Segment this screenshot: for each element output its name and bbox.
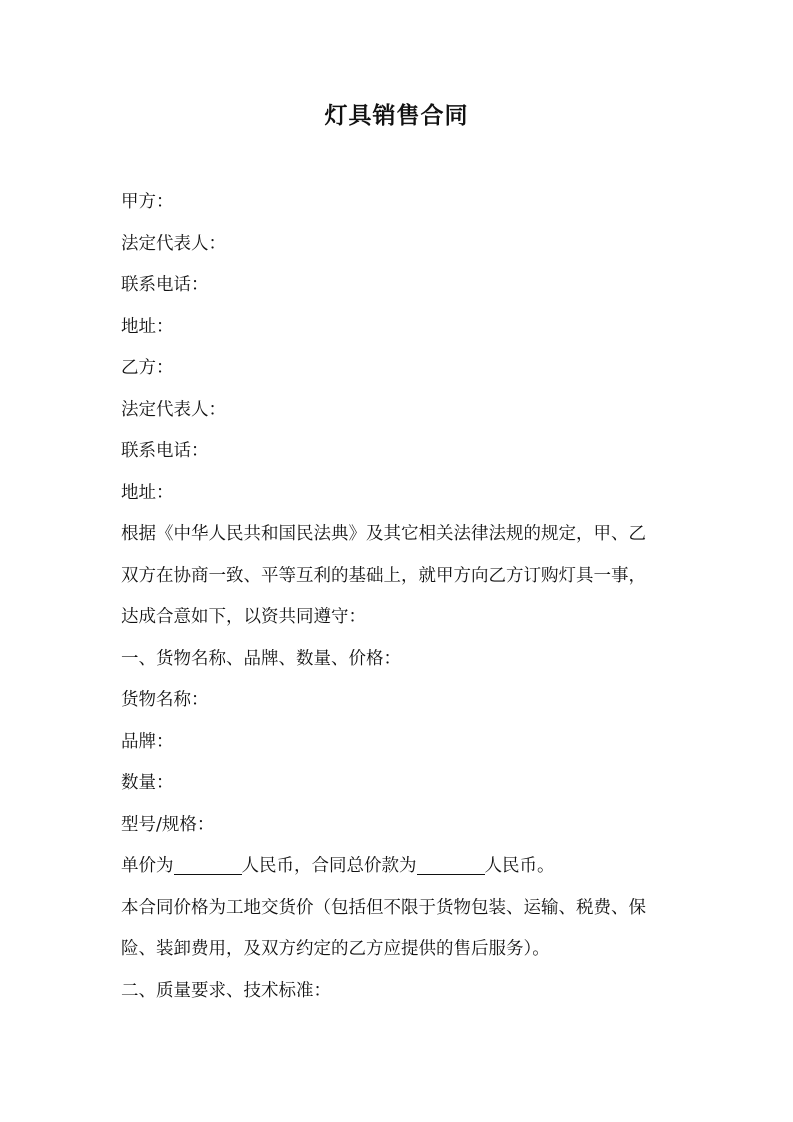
party-b-address-label: 地址： — [121, 482, 174, 503]
party-b-phone-label: 联系电话： — [121, 441, 209, 461]
total-price-blank[interactable] — [417, 850, 485, 875]
quantity-label: 数量： — [121, 773, 174, 793]
section-1-heading: 一、货物名称、品牌、数量、价格： — [121, 648, 401, 669]
brand-label: 品牌： — [121, 731, 174, 752]
price-line — [121, 846, 681, 888]
preamble-line-1: 根据《中华人民共和国民法典》及其它相关法律法规的规定，甲、乙 — [121, 524, 646, 544]
party-b-rep-label: 法定代表人： — [121, 399, 226, 420]
goods-name-label: 货物名称： — [121, 690, 209, 710]
party-a-rep-label: 法定代表人： — [121, 233, 226, 254]
price-terms-line-1: 本合同价格为工地交货价（包括但不限于货物包装、运输、税费、保 — [121, 897, 646, 918]
price-currency-total-label: 人民币，合同总价款为 — [241, 856, 417, 876]
unit-price-label: 单价为 — [121, 856, 174, 876]
price-currency-end: 人民币。 — [484, 856, 555, 876]
model-label: 型号/规格： — [121, 814, 215, 835]
document-body — [121, 182, 681, 1012]
preamble-line-2: 双方在协商一致、平等互利的基础上，就甲方向乙方订购灯具一事， — [121, 565, 646, 586]
party-a-address-label: 地址： — [121, 316, 174, 337]
price-terms-line-2: 险、装卸费用，及双方约定的乙方应提供的售后服务）。 — [121, 939, 550, 959]
unit-price-blank[interactable] — [174, 850, 242, 875]
document-title: 灯具销售合同 — [324, 102, 469, 129]
section-2-heading: 二、质量要求、技术标准： — [121, 980, 331, 1001]
party-a-phone-label: 联系电话： — [121, 275, 209, 295]
party-a-name-label: 甲方： — [121, 192, 174, 212]
party-b-name-label: 乙方： — [121, 358, 174, 378]
preamble-line-3: 达成合意如下，以资共同遵守： — [121, 607, 366, 627]
